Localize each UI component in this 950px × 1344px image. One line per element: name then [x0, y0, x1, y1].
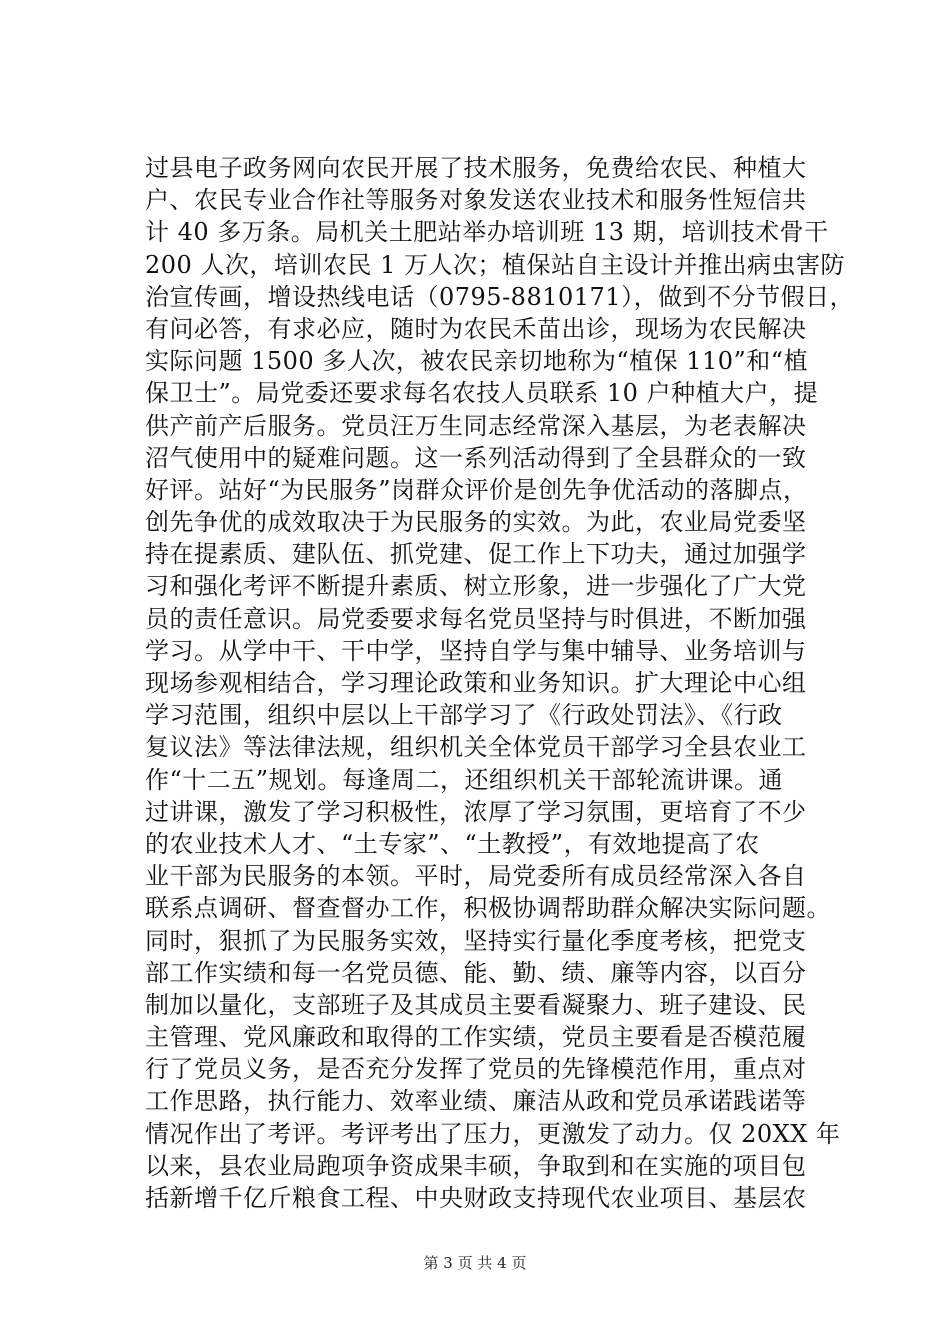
text-line: 好评。站好“为民服务”岗群众评价是创先争优活动的落脚点， [145, 475, 808, 504]
text-line: 学习。从学中干、干中学，坚持自学与集中辅导、业务培训与 [145, 636, 807, 665]
page-number-footer: 第 3 页 共 4 页 [423, 1254, 527, 1272]
text-line: 计 40 多万条。局机关土肥站举办培训班 13 期，培训技术骨干 [145, 218, 829, 247]
text-line: 联系点调研、督查督办工作，积极协调帮助群众解决实际问题。 [145, 894, 831, 923]
text-line: 复议法》等法律法规，组织机关全体党员干部学习全县农业工 [145, 733, 807, 762]
text-line: 持在提素质、建队伍、抓党建、促工作上下功夫，通过加强学 [145, 540, 807, 569]
text-line: 过讲课，激发了学习积极性，浓厚了学习氛围，更培育了不少 [145, 797, 807, 826]
text-line: 部工作实绩和每一名党员德、能、勤、绩、廉等内容，以百分 [145, 958, 807, 987]
text-line: 治宣传画，增设热线电话（0795-8810171），做到不分节假日， [145, 282, 855, 311]
text-line: 现场参观相结合，学习理论政策和业务知识。扩大理论中心组 [145, 669, 807, 697]
text-line: 过县电子政务网向农民开展了技术服务，免费给农民、种植大 [145, 154, 807, 182]
text-line: 学习范围，组织中层以上干部学习了《行政处罚法》、《行政 [145, 701, 783, 730]
text-line: 括新增千亿斤粮食工程、中央财政支持现代农业项目、基层农 [145, 1184, 807, 1212]
text-line: 以来，县农业局跑项争资成果丰硕，争取到和在实施的项目包 [145, 1151, 807, 1180]
text-line: 主管理、党风廉政和取得的工作实绩，党员主要看是否模范履 [145, 1023, 807, 1052]
text-line: 业干部为民服务的本领。平时，局党委所有成员经常深入各自 [145, 862, 807, 891]
text-line: 实际问题 1500 多人次，被农民亲切地称为“植保 110”和“植 [145, 347, 809, 376]
text-line: 有问必答，有求必应，随时为农民禾苗出诊，现场为农民解决 [145, 314, 807, 343]
text-line: 员的责任意识。局党委要求每名党员坚持与时俱进，不断加强 [145, 604, 807, 633]
body-text [145, 152, 855, 1214]
text-line: 工作思路，执行能力、效率业绩、廉洁从政和党员承诺践诺等 [145, 1087, 807, 1116]
text-line: 保卫士”。局党委还要求每名农技人员联系 10 户种植大户，提 [145, 379, 819, 408]
text-line: 200 人次，培训农民 1 万人次；植保站自主设计并推出病虫害防 [145, 250, 845, 279]
text-line: 沼气使用中的疑难问题。这一系列活动得到了全县群众的一致 [145, 443, 807, 472]
text-line: 供产前产后服务。党员汪万生同志经常深入基层，为老表解决 [145, 411, 807, 440]
text-line: 制加以量化，支部班子及其成员主要看凝聚力、班子建设、民 [145, 990, 807, 1019]
text-line: 情况作出了考评。考评考出了压力，更激发了动力。仅 20XX 年 [145, 1119, 841, 1148]
text-line: 的农业技术人才、“土专家”、“土教授”，有效地提高了农 [145, 829, 760, 858]
text-line: 习和强化考评不断提升素质、树立形象，进一步强化了广大党 [145, 572, 807, 601]
text-line: 作“十二五”规划。每逢周二，还组织机关干部轮流讲课。通 [145, 765, 784, 794]
text-line: 创先争优的成效取决于为民服务的实效。为此，农业局党委坚 [145, 508, 807, 537]
text-line: 同时，狠抓了为民服务实效，坚持实行量化季度考核，把党支 [145, 926, 807, 955]
text-line: 户、农民专业合作社等服务对象发送农业技术和服务性短信共 [145, 186, 807, 215]
text-line: 行了党员义务，是否充分发挥了党员的先锋模范作用，重点对 [145, 1055, 807, 1084]
